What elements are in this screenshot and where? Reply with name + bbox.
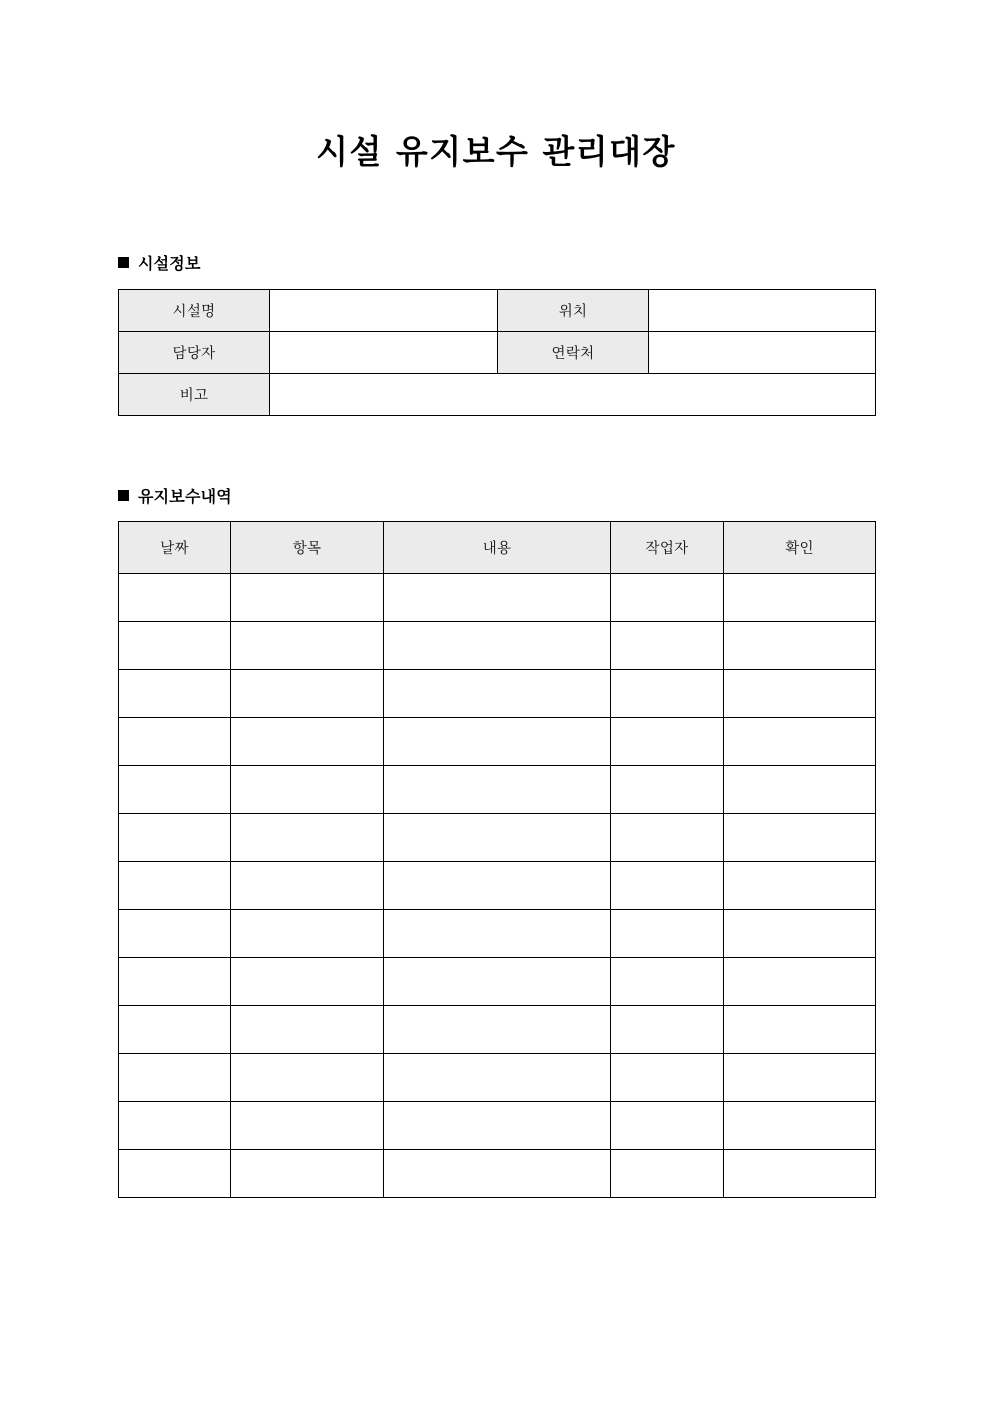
history-cell-item[interactable] [231, 622, 384, 670]
page-title: 시설 유지보수 관리대장 [316, 132, 676, 171]
black-square-bullet-icon [118, 490, 129, 501]
history-cell-item[interactable] [231, 574, 384, 622]
facility-remarks-label: 비고 [119, 374, 270, 416]
column-header-content: 내용 [384, 522, 611, 574]
history-cell-item[interactable] [231, 814, 384, 862]
history-cell-confirmation[interactable] [724, 1006, 876, 1054]
table-row [119, 670, 876, 718]
history-cell-date[interactable] [119, 766, 231, 814]
facility-name-label: 시설명 [119, 290, 270, 332]
history-cell-content[interactable] [384, 718, 611, 766]
history-cell-content[interactable] [384, 670, 611, 718]
column-header-confirmation: 확인 [724, 522, 876, 574]
history-cell-content[interactable] [384, 766, 611, 814]
section-heading-history-label: 유지보수내역 [138, 487, 232, 506]
history-cell-item[interactable] [231, 910, 384, 958]
history-cell-item[interactable] [231, 958, 384, 1006]
history-cell-item[interactable] [231, 670, 384, 718]
table-row [119, 862, 876, 910]
history-cell-content[interactable] [384, 1102, 611, 1150]
table-row [119, 1006, 876, 1054]
table-row [119, 910, 876, 958]
facility-contact-label: 연락처 [498, 332, 649, 374]
history-cell-date[interactable] [119, 1102, 231, 1150]
history-cell-date[interactable] [119, 718, 231, 766]
history-cell-content[interactable] [384, 910, 611, 958]
table-row [119, 574, 876, 622]
history-cell-worker[interactable] [611, 670, 724, 718]
history-cell-content[interactable] [384, 814, 611, 862]
history-cell-content[interactable] [384, 862, 611, 910]
history-cell-date[interactable] [119, 1054, 231, 1102]
history-cell-date[interactable] [119, 958, 231, 1006]
facility-location-label: 위치 [498, 290, 649, 332]
table-row [119, 766, 876, 814]
table-row [119, 290, 876, 332]
history-cell-item[interactable] [231, 862, 384, 910]
history-cell-confirmation[interactable] [724, 1150, 876, 1198]
black-square-bullet-icon [118, 257, 129, 268]
facility-location-field[interactable] [649, 290, 876, 332]
section-heading-maintenance-history [118, 484, 232, 507]
history-cell-content[interactable] [384, 1054, 611, 1102]
history-cell-content[interactable] [384, 622, 611, 670]
facility-name-field[interactable] [270, 290, 498, 332]
history-cell-confirmation[interactable] [724, 910, 876, 958]
history-cell-date[interactable] [119, 670, 231, 718]
history-cell-item[interactable] [231, 1054, 384, 1102]
table-row [119, 332, 876, 374]
history-cell-worker[interactable] [611, 958, 724, 1006]
history-cell-item[interactable] [231, 766, 384, 814]
table-row [119, 1102, 876, 1150]
history-cell-content[interactable] [384, 1006, 611, 1054]
history-cell-confirmation[interactable] [724, 718, 876, 766]
history-cell-date[interactable] [119, 1150, 231, 1198]
history-cell-date[interactable] [119, 862, 231, 910]
column-header-item: 항목 [231, 522, 384, 574]
history-cell-confirmation[interactable] [724, 1054, 876, 1102]
table-row [119, 718, 876, 766]
history-cell-content[interactable] [384, 1150, 611, 1198]
table-row [119, 958, 876, 1006]
table-row [119, 622, 876, 670]
section-heading-facility-label: 시설정보 [138, 254, 201, 273]
history-cell-confirmation[interactable] [724, 958, 876, 1006]
facility-manager-label: 담당자 [119, 332, 270, 374]
history-cell-worker[interactable] [611, 622, 724, 670]
table-row [119, 1150, 876, 1198]
history-cell-item[interactable] [231, 1006, 384, 1054]
history-cell-item[interactable] [231, 718, 384, 766]
history-cell-confirmation[interactable] [724, 574, 876, 622]
history-cell-worker[interactable] [611, 862, 724, 910]
history-cell-confirmation[interactable] [724, 1102, 876, 1150]
history-cell-worker[interactable] [611, 574, 724, 622]
history-cell-confirmation[interactable] [724, 814, 876, 862]
history-cell-worker[interactable] [611, 1054, 724, 1102]
table-header-row [119, 522, 876, 574]
history-cell-item[interactable] [231, 1150, 384, 1198]
history-cell-date[interactable] [119, 574, 231, 622]
facility-contact-field[interactable] [649, 332, 876, 374]
table-row [119, 374, 876, 416]
facility-remarks-field[interactable] [270, 374, 876, 416]
history-cell-date[interactable] [119, 622, 231, 670]
facility-manager-field[interactable] [270, 332, 498, 374]
history-cell-worker[interactable] [611, 1006, 724, 1054]
history-cell-worker[interactable] [611, 718, 724, 766]
history-cell-item[interactable] [231, 1102, 384, 1150]
history-cell-content[interactable] [384, 958, 611, 1006]
history-cell-date[interactable] [119, 814, 231, 862]
history-cell-confirmation[interactable] [724, 862, 876, 910]
history-cell-confirmation[interactable] [724, 622, 876, 670]
history-cell-date[interactable] [119, 1006, 231, 1054]
section-heading-facility-info [118, 251, 201, 274]
column-header-worker: 작업자 [611, 522, 724, 574]
column-header-date: 날짜 [119, 522, 231, 574]
history-cell-worker[interactable] [611, 814, 724, 862]
history-cell-worker[interactable] [611, 910, 724, 958]
table-row [119, 814, 876, 862]
history-cell-worker[interactable] [611, 1150, 724, 1198]
history-cell-confirmation[interactable] [724, 670, 876, 718]
table-row [119, 1054, 876, 1102]
history-cell-content[interactable] [384, 574, 611, 622]
history-cell-confirmation[interactable] [724, 766, 876, 814]
history-cell-worker[interactable] [611, 1102, 724, 1150]
facility-info-table [118, 289, 876, 416]
history-cell-worker[interactable] [611, 766, 724, 814]
history-cell-date[interactable] [119, 910, 231, 958]
maintenance-history-table [118, 521, 876, 1198]
